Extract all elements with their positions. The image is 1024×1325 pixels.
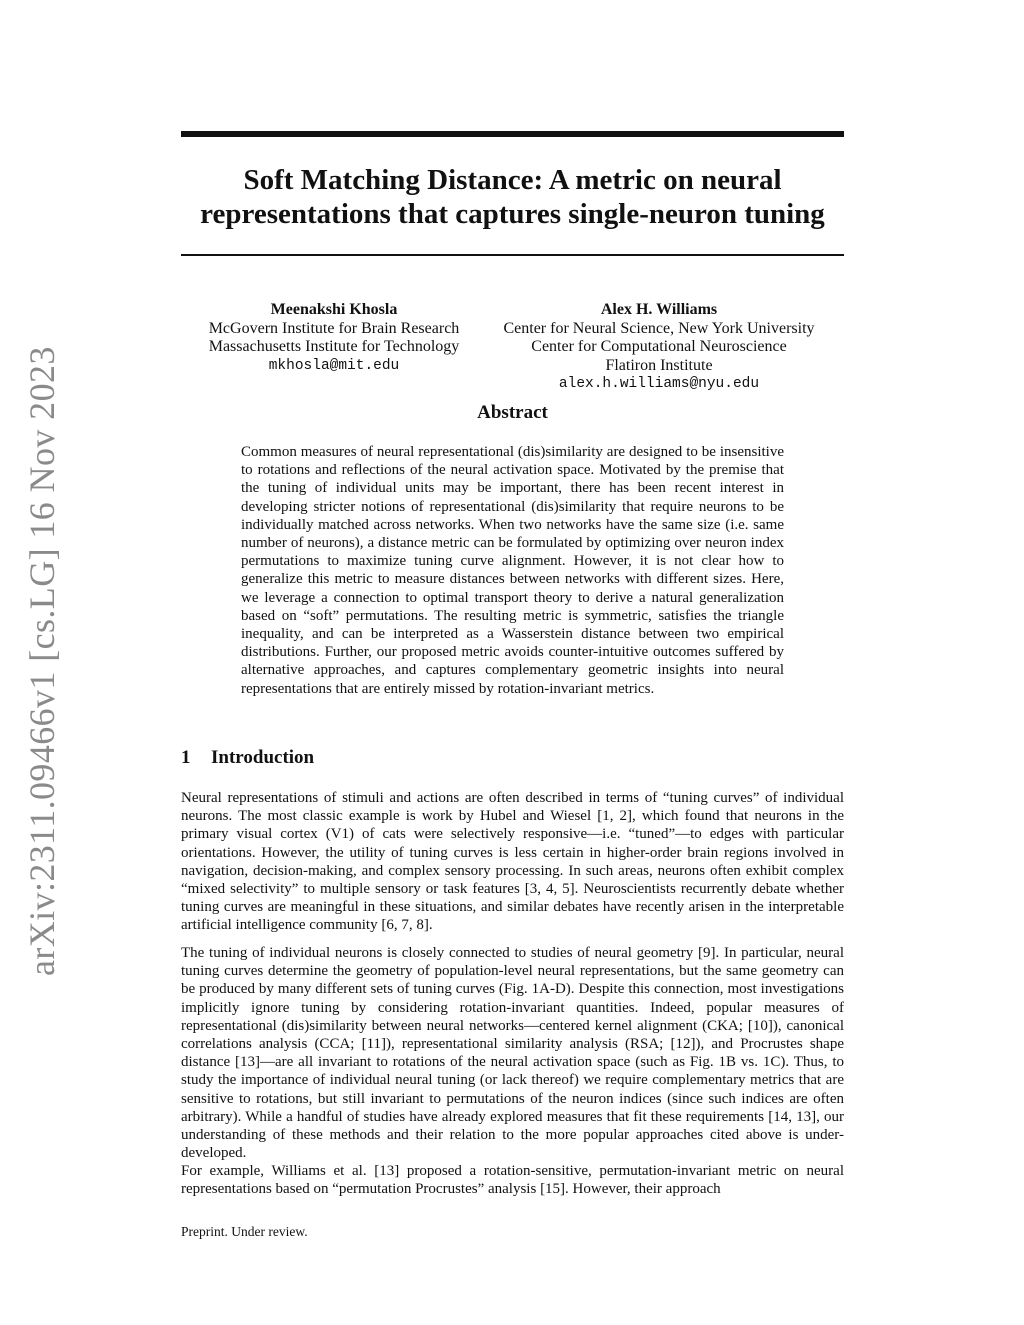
author-name: Meenakshi Khosla: [270, 301, 398, 318]
body-paragraph: Neural representations of stimuli and actions are often described in terms of “tuning curves” of individual neurons. The most classic example is work by Hubel and Wiesel [1, 2], which found that neurons in the primary visual cortex (V1) of cats were selectively responsive—i.e. “tuned”—to edges with particular orientations. However, the utility of tuning curves is less certain in higher-order brain regions involved in navigation, decision-making, and complex sensory processing. In such areas, neurons often exhibit complex “mixed selectivity” to multiple sensory or task features [3, 4, 5]. Neuroscientists recurrently debate whether tuning curves are meaningful in these situations, and similar debates have recently arisen in the interpretable artificial intelligence community [6, 7, 8].: [181, 790, 844, 934]
abstract-heading: Abstract: [477, 402, 548, 423]
body-paragraph: For example, Williams et al. [13] proposed a rotation-sensitive, permutation-invariant metric on neural representations based on “permutation Procrustes” analysis [15]. However, their approach: [181, 1163, 844, 1198]
author-email[interactable]: mkhosla@mit.edu: [268, 357, 400, 374]
title-rule-top: [181, 131, 844, 137]
section-heading: [181, 747, 581, 769]
author-block-1: [190, 301, 478, 375]
author-name: Alex H. Williams: [600, 301, 718, 318]
title-line-2: representations that captures single-neuron tuning: [200, 198, 825, 230]
section-number: 1: [181, 747, 191, 768]
author-affiliation: Center for Computational Neuroscience: [531, 338, 787, 355]
author-email[interactable]: alex.h.williams@nyu.edu: [558, 376, 760, 392]
title-rule-bottom: [181, 254, 844, 256]
author-affiliation: Center for Neural Science, New York University: [503, 319, 815, 337]
body-paragraph: The tuning of individual neurons is closely connected to studies of neural geometry [9]. In particular, neural tuning curves determine the geometry of population-level neural representations, but the same geometry can be produced by many different sets of tuning curves (Fig. 1A-D). Despite this connection, most investigations implicitly ignore tuning by considering rotation-invariant quantities. Indeed, popular measures of representational (dis)similarity between neural networks—centered kernel alignment (CKA; [10]), canonical correlations analysis (CCA; [11]), representational similarity analysis (RSA; [12]), and Procrustes shape distance [13]—are all invariant to rotations of the neural activation space (such as Fig. 1B vs. 1C). Thus, to study the importance of individual neural tuning (or lack thereof) we require complementary metrics that are sensitive to rotations, but still invariant to permutations of the neuron indices (since such indices are often arbitrary). While a handful of studies have already explored measures that fit these requirements [14, 13], our understanding of these methods and their relation to the more popular approaches cited above is under-developed.: [181, 945, 844, 1162]
abstract-text: Common measures of neural representational (dis)similarity are designed to be insensitive to rotations and reflections of the neural activation space. Motivated by the premise that the tuning of individual units may be important, there has been recent interest in developing stricter notions of representational (dis)similarity that require neurons to be individually matched across networks. When two networks have the same size (i.e. same number of neurons), a distance metric can be formulated by optimizing over neuron index permutations to maximize tuning curve alignment. However, it is not clear how to generalize this metric to measure distances between networks with different sizes. Here, we leverage a connection to optimal transport theory to derive a natural generalization based on “soft” permutations. The resulting metric is symmetric, satisfies the triangle inequality, and can be interpreted as a Wasserstein distance between two empirical distributions. Further, our proposed metric avoids counter-intuitive outcomes suffered by alternative approaches, and captures complementary geometric insights into neural representations that are entirely missed by rotation-invariant metrics.: [241, 444, 784, 697]
title-line-1: Soft Matching Distance: A metric on neural: [243, 164, 782, 196]
author-affiliation: McGovern Institute for Brain Research: [208, 319, 460, 337]
author-affiliation: Massachusetts Institute for Technology: [208, 338, 460, 355]
author-block-2: [492, 301, 826, 394]
author-affiliation: Flatiron Institute: [605, 356, 713, 374]
section-title: Introduction: [211, 747, 315, 768]
paper-title: [181, 163, 844, 231]
arxiv-identifier: arXiv:2311.09466v1 [cs.LG] 16 Nov 2023: [22, 346, 62, 976]
footer-note: Preprint. Under review.: [181, 1224, 308, 1239]
